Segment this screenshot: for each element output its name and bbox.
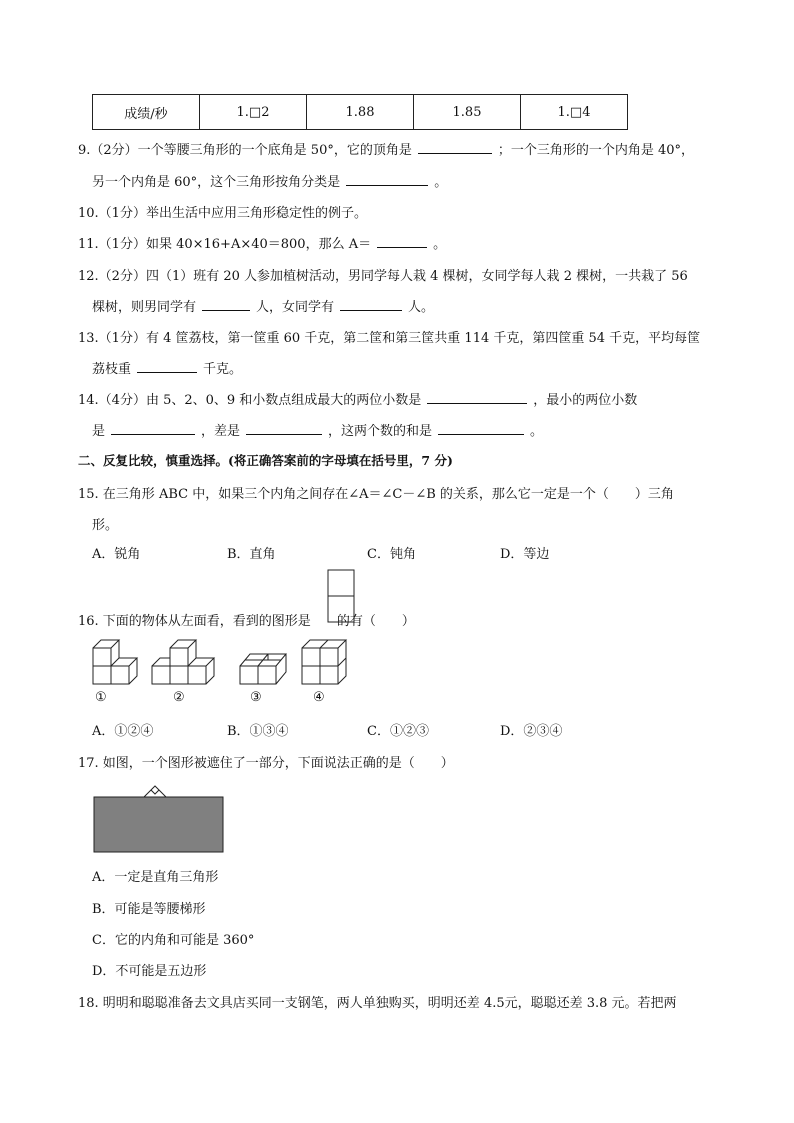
table-cell: 成绩/秒	[93, 95, 200, 130]
question-15-line-1: 15. 在三角形 ABC 中，如果三个内角之间存在∠A＝∠C－∠B 的关系，那么它一定是一个（ ）三角	[78, 487, 674, 502]
option-c[interactable]: C．①②③	[367, 724, 429, 739]
cube-figure-3	[240, 654, 286, 684]
table-cell: 1.88	[307, 95, 414, 130]
cube-figure-4	[302, 640, 346, 684]
question-18: 18. 明明和聪聪准备去文具店买同一支钢笔，两人单独购买，明明还差 4.5元，聪聪还差 3.8 元。若把两	[78, 996, 677, 1011]
option-c[interactable]: C．钝角	[367, 547, 416, 562]
question-11: 11.（1分）如果 40×16+A×40＝800，那么 A＝ 。	[78, 237, 447, 252]
answer-blank[interactable]	[246, 422, 322, 435]
left-view-figure	[327, 569, 357, 625]
answer-blank[interactable]	[346, 173, 428, 186]
answer-blank[interactable]	[418, 141, 492, 154]
covered-shape-figure	[92, 782, 226, 854]
cube-figure-1	[93, 640, 137, 684]
figure-caption-4: ④	[313, 690, 325, 705]
question-14-line-1: 14.（4分）由 5、2、0、9 和小数点组成最大的两位小数是 ，最小的两位小数	[78, 393, 638, 408]
option-d[interactable]: D．等边	[500, 547, 550, 562]
question-13-line-1: 13.（1分）有 4 筐荔枝，第一筐重 60 千克，第二筐和第三筐共重 114 千克，第四筐重 54 千克，平均每筐	[78, 331, 701, 346]
answer-blank[interactable]	[202, 298, 250, 311]
option-a[interactable]: A．①②④	[92, 724, 154, 739]
answer-blank[interactable]	[377, 235, 427, 248]
table-cell: 1.85	[414, 95, 521, 130]
option-a[interactable]: A．一定是直角三角形	[92, 870, 219, 885]
option-a[interactable]: A．锐角	[92, 547, 141, 562]
question-12-line-1: 12.（2分）四（1）班有 20 人参加植树活动，男同学每人栽 4 棵树，女同学每人栽 2 棵树，一共栽了 56	[78, 269, 688, 284]
option-b[interactable]: B．直角	[227, 547, 276, 562]
question-16: 16. 下面的物体从左面看，看到的图形是 的有（ ）	[78, 614, 415, 629]
option-c[interactable]: C．它的内角和可能是 360°	[92, 933, 255, 948]
option-b[interactable]: B．①③④	[227, 724, 289, 739]
answer-blank[interactable]	[111, 422, 195, 435]
question-15-line-2: 形。	[92, 518, 119, 533]
section-2-heading: 二、反复比较，慎重选择。(将正确答案前的字母填在括号里，7 分)	[78, 453, 453, 468]
score-table	[92, 94, 628, 130]
question-17: 17. 如图，一个图形被遮住了一部分，下面说法正确的是（ ）	[78, 756, 454, 771]
table-row	[93, 95, 628, 130]
answer-blank[interactable]	[438, 422, 524, 435]
answer-blank[interactable]	[427, 391, 527, 404]
question-12-line-2: 棵树，则男同学有 人，女同学有 人。	[92, 300, 435, 315]
figure-caption-2: ②	[173, 690, 185, 705]
table-cell: 1.□2	[200, 95, 307, 130]
option-b[interactable]: B．可能是等腰梯形	[92, 902, 206, 917]
figure-caption-1: ①	[95, 690, 107, 705]
question-9-line-1: 9.（2分）一个等腰三角形的一个底角是 50°，它的顶角是 ；一个三角形的一个内角是 40°，	[78, 143, 695, 158]
answer-blank[interactable]	[137, 360, 197, 373]
figure-caption-3: ③	[250, 690, 262, 705]
question-9-line-2: 另一个内角是 60°，这个三角形按角分类是 。	[92, 175, 448, 190]
question-14-line-2: 是 ，差是 ，这两个数的和是 。	[92, 424, 544, 439]
option-d[interactable]: D．不可能是五边形	[92, 964, 207, 979]
option-d[interactable]: D．②③④	[500, 724, 563, 739]
answer-blank[interactable]	[340, 298, 402, 311]
question-10: 10.（1分）举出生活中应用三角形稳定性的例子。	[78, 206, 367, 221]
table-cell: 1.□4	[521, 95, 628, 130]
cube-figure-2	[152, 640, 214, 684]
cube-figures	[88, 632, 358, 688]
question-13-line-2: 荔枝重 千克。	[92, 362, 243, 377]
